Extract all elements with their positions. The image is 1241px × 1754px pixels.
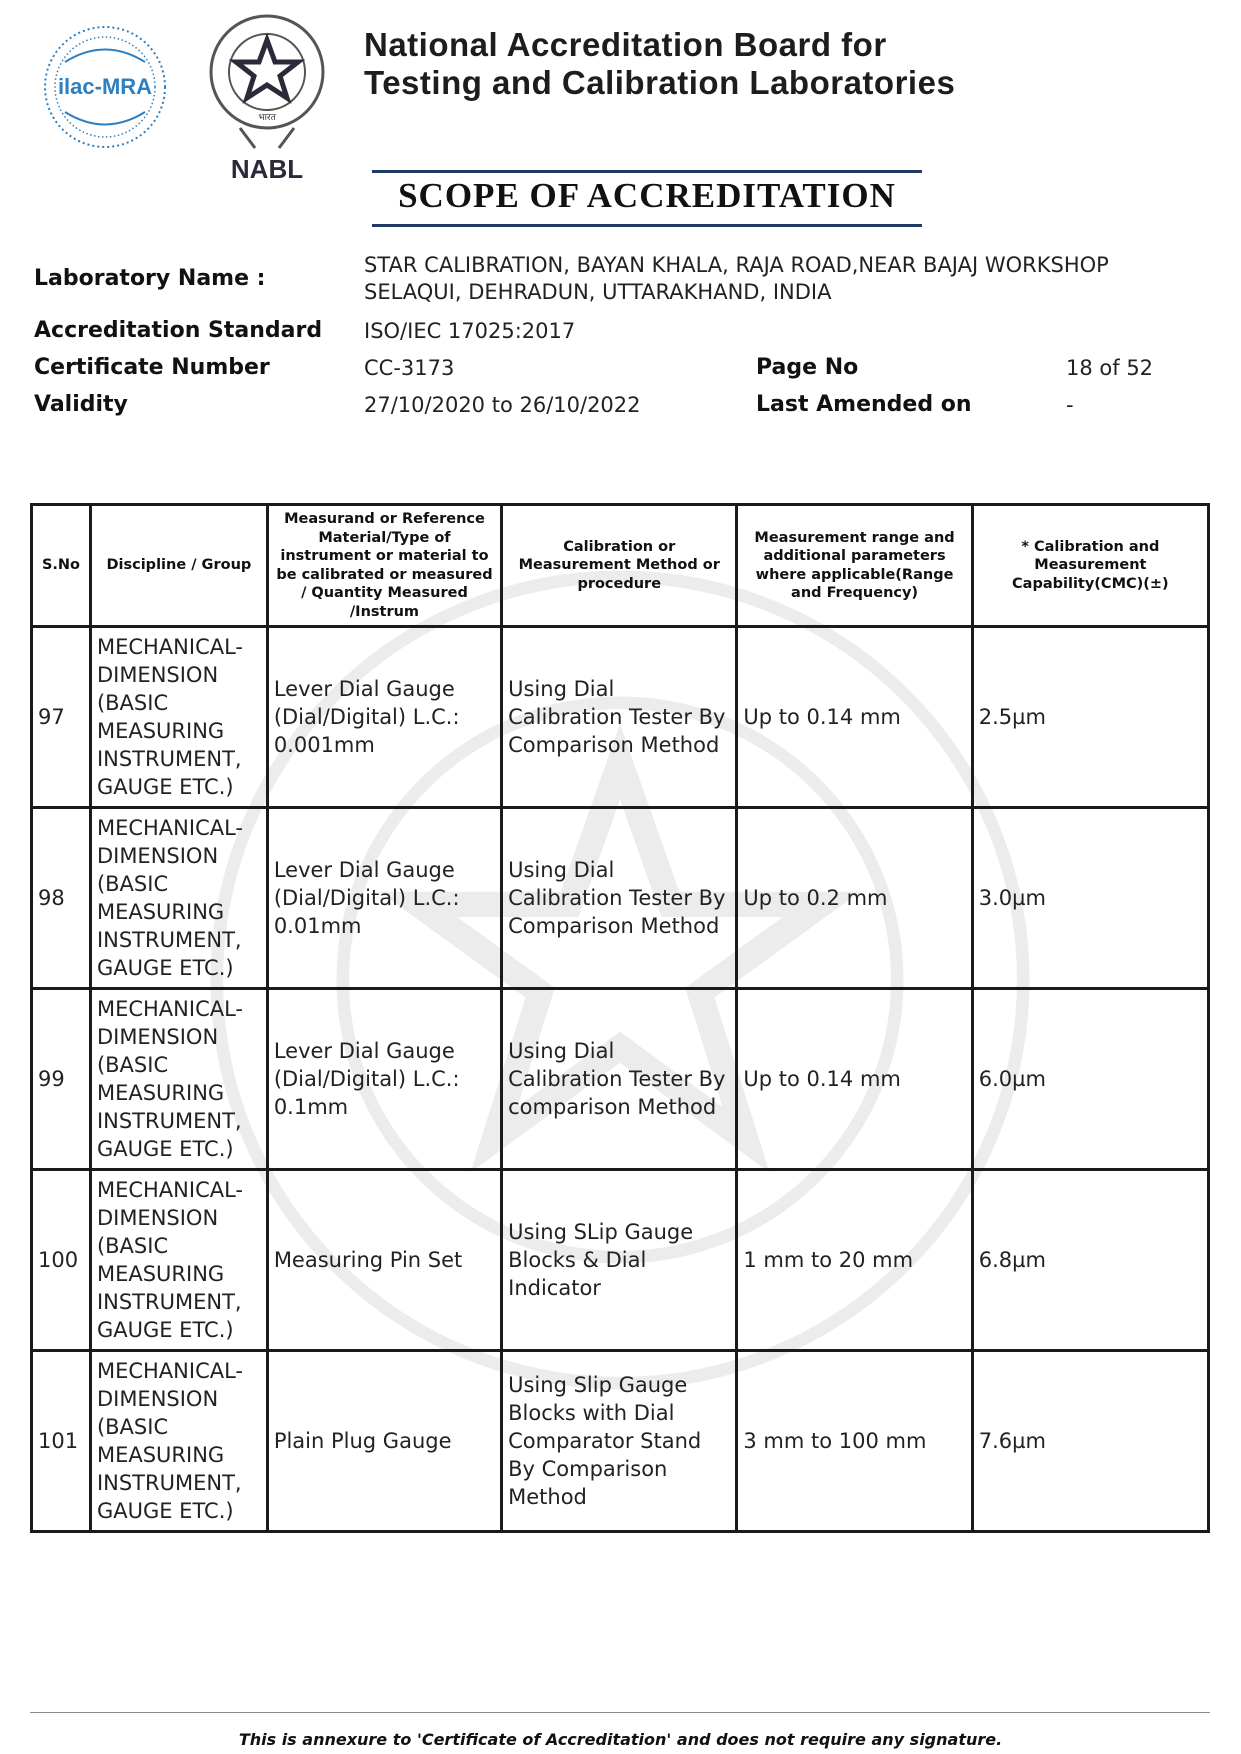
cell-discipline: MECHANICAL-DIMENSION (BASIC MEASURING INSTRUMENT, GAUGE ETC.) <box>90 627 267 808</box>
header-sno: S.No <box>32 505 91 627</box>
certificate-value: CC-3173 <box>364 356 455 380</box>
page-no-value: 18 of 52 <box>1066 356 1154 380</box>
last-amended-label: Last Amended on <box>756 392 972 417</box>
certificate-label: Certificate Number <box>34 355 270 380</box>
table-row <box>32 627 1209 808</box>
nabl-logo <box>200 10 335 190</box>
cell-measurand: Lever Dial Gauge (Dial/Digital) L.C.: 0.1mm <box>267 989 501 1170</box>
cell-sno: 97 <box>32 627 91 808</box>
organization-name-line1: National Accreditation Board for <box>364 26 887 63</box>
organization-name <box>364 26 955 102</box>
cell-range: Up to 0.14 mm <box>737 989 972 1170</box>
cell-cmc: 6.0µm <box>972 989 1208 1170</box>
scope-title-rule-bottom <box>372 224 922 227</box>
standard-value: ISO/IEC 17025:2017 <box>364 319 576 343</box>
scope-title-rule-top <box>372 170 922 173</box>
last-amended-value: - <box>1066 393 1074 417</box>
scope-table <box>30 503 1210 1533</box>
cell-sno: 101 <box>32 1351 91 1532</box>
cell-sno: 99 <box>32 989 91 1170</box>
svg-text:ilac-MRA: ilac-MRA <box>57 74 153 99</box>
cell-measurand: Measuring Pin Set <box>267 1170 501 1351</box>
table-row <box>32 989 1209 1170</box>
header-measurand: Measurand or Reference Material/Type of instrument or material to be calibrated or measured / Quantity Measured /Instrum <box>267 505 501 627</box>
cell-discipline: MECHANICAL-DIMENSION (BASIC MEASURING INSTRUMENT, GAUGE ETC.) <box>90 1351 267 1532</box>
table-row <box>32 1351 1209 1532</box>
cell-method: Using Slip Gauge Blocks with Dial Comparator Stand By Comparison Method <box>502 1351 737 1532</box>
standard-label: Accreditation Standard <box>34 318 323 343</box>
svg-text:भारत: भारत <box>258 113 276 123</box>
lab-name-line1: STAR CALIBRATION, BAYAN KHALA, RAJA ROAD,NEAR BAJAJ WORKSHOP <box>364 253 1109 277</box>
cell-discipline: MECHANICAL-DIMENSION (BASIC MEASURING INSTRUMENT, GAUGE ETC.) <box>90 989 267 1170</box>
cell-cmc: 7.6µm <box>972 1351 1208 1532</box>
cell-method: Using SLip Gauge Blocks & Dial Indicator <box>502 1170 737 1351</box>
cell-range: 1 mm to 20 mm <box>737 1170 972 1351</box>
cell-sno: 100 <box>32 1170 91 1351</box>
svg-text:NABL: NABL <box>230 154 304 184</box>
cell-range: Up to 0.14 mm <box>737 627 972 808</box>
cell-cmc: 6.8µm <box>972 1170 1208 1351</box>
cell-measurand: Lever Dial Gauge (Dial/Digital) L.C.: 0.001mm <box>267 627 501 808</box>
ilac-mra-logo <box>40 22 170 152</box>
cell-cmc: 3.0µm <box>972 808 1208 989</box>
cell-measurand: Plain Plug Gauge <box>267 1351 501 1532</box>
header-discipline: Discipline / Group <box>90 505 267 627</box>
header-range: Measurement range and additional parameters where applicable(Range and Frequency) <box>737 505 972 627</box>
lab-name-label: Laboratory Name : <box>34 266 266 291</box>
cell-range: Up to 0.2 mm <box>737 808 972 989</box>
footer-rule <box>30 1712 1210 1713</box>
page-no-label: Page No <box>756 355 859 380</box>
footer-note: This is annexure to 'Certificate of Accreditation' and does not require any signature. <box>238 1730 1003 1749</box>
cell-sno: 98 <box>32 808 91 989</box>
cell-method: Using Dial Calibration Tester By comparison Method <box>502 989 737 1170</box>
cell-cmc: 2.5µm <box>972 627 1208 808</box>
lab-name-value <box>364 252 1109 306</box>
scope-title: SCOPE OF ACCREDITATION <box>398 176 896 215</box>
table-row <box>32 1170 1209 1351</box>
organization-name-line2: Testing and Calibration Laboratories <box>364 64 956 101</box>
cell-measurand: Lever Dial Gauge (Dial/Digital) L.C.: 0.01mm <box>267 808 501 989</box>
table-row <box>32 808 1209 989</box>
cell-discipline: MECHANICAL-DIMENSION (BASIC MEASURING INSTRUMENT, GAUGE ETC.) <box>90 808 267 989</box>
lab-name-line2: SELAQUI, DEHRADUN, UTTARAKHAND, INDIA <box>364 280 832 304</box>
cell-range: 3 mm to 100 mm <box>737 1351 972 1532</box>
cell-method: Using Dial Calibration Tester By Comparison Method <box>502 808 737 989</box>
header-cmc: * Calibration and Measurement Capability(CMC)(±) <box>972 505 1208 627</box>
header-method: Calibration or Measurement Method or procedure <box>502 505 737 627</box>
validity-value: 27/10/2020 to 26/10/2022 <box>364 393 641 417</box>
validity-label: Validity <box>34 392 128 417</box>
table-header-row <box>32 505 1209 627</box>
cell-method: Using Dial Calibration Tester By Comparison Method <box>502 627 737 808</box>
cell-discipline: MECHANICAL-DIMENSION (BASIC MEASURING INSTRUMENT, GAUGE ETC.) <box>90 1170 267 1351</box>
